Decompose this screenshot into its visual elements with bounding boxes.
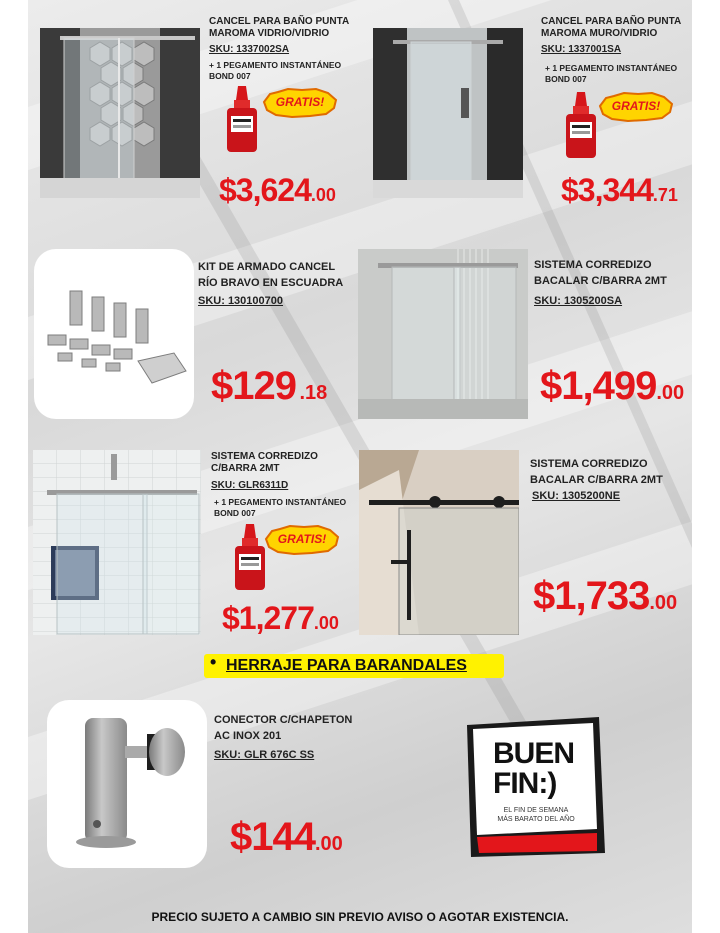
product-sku: SKU: 1305200NE — [532, 490, 621, 502]
product-sku: SKU: 1305200SA — [534, 295, 623, 307]
glue-bottle-icon — [222, 86, 262, 152]
buen-fin-tagline2: MÁS BARATO DEL AÑO — [497, 816, 575, 823]
product-promo: + 1 PEGAMENTO INSTANTÁNEO BOND 007 — [214, 497, 347, 518]
product-price — [561, 172, 678, 209]
price-cents: .00 — [656, 382, 685, 404]
product-title: CANCEL PARA BAÑO PUNTA MAROMA VIDRIO/VIDRIO — [209, 16, 349, 39]
product-price — [533, 574, 677, 619]
gratis-badge — [598, 92, 674, 122]
product-photo-shower-wall-glass — [373, 28, 523, 198]
product-photo-shower-glass-glass — [40, 28, 200, 198]
product-price — [540, 364, 684, 409]
product-photo-connector — [47, 700, 207, 868]
product-promo: + 1 PEGAMENTO INSTANTÁNEO BOND 007 — [545, 63, 678, 84]
price-main: $144 — [230, 815, 315, 859]
buen-fin-line2: FIN:) — [493, 767, 557, 800]
price-main: $3,344 — [561, 172, 653, 208]
buen-fin-tagline1: EL FIN DE SEMANA — [503, 807, 569, 814]
product-sku: SKU: 130100700 — [198, 295, 284, 307]
product-sku: SKU: GLR 676C SS — [214, 749, 315, 761]
price-cents: .00 — [310, 185, 336, 205]
gratis-badge — [264, 525, 340, 555]
section-heading: HERRAJE PARA BARANDALES — [226, 657, 467, 674]
price-cents: .00 — [314, 833, 343, 855]
price-main: $1,499 — [540, 364, 657, 408]
product-sku: SKU: GLR6311D — [211, 480, 289, 491]
price-main: $1,277 — [222, 600, 314, 636]
product-price — [230, 815, 343, 860]
price-cents: .18 — [299, 382, 328, 404]
price-cents: .71 — [652, 185, 678, 205]
bullet-icon: • — [210, 652, 217, 672]
product-price — [222, 600, 339, 637]
product-title: CANCEL PARA BAÑO PUNTA MAROMA MURO/VIDRIO — [541, 16, 681, 39]
product-photo-assembly-kit — [34, 249, 194, 419]
glue-bottle-icon — [561, 92, 601, 158]
gratis-label: GRATIS! — [611, 99, 661, 113]
price-cents: .00 — [313, 613, 339, 633]
product-title: SISTEMA CORREDIZO C/BARRA 2MT — [211, 451, 318, 474]
buen-fin-line1: BUEN — [493, 737, 575, 770]
product-price — [211, 364, 327, 409]
product-photo-sliding-system-bacalar — [358, 249, 528, 419]
product-title: SISTEMA CORREDIZO BACALAR C/BARRA 2MT — [530, 458, 663, 486]
product-title: KIT DE ARMADO CANCEL RÍO BRAVO EN ESCUADRA — [198, 261, 344, 289]
section-heading-banner — [204, 654, 504, 678]
product-title: CONECTOR C/CHAPETON AC INOX 201 — [214, 714, 353, 742]
product-photo-sliding-system-glr — [33, 450, 201, 635]
gratis-badge — [262, 88, 338, 118]
price-main: $1,733 — [533, 574, 650, 618]
price-cents: .00 — [649, 592, 678, 614]
product-price — [219, 172, 336, 209]
price-main: $3,624 — [219, 172, 311, 208]
product-title: SISTEMA CORREDIZO BACALAR C/BARRA 2MT — [534, 259, 667, 287]
product-sku: SKU: 1337002SA — [209, 44, 290, 55]
disclaimer-footer: PRECIO SUJETO A CAMBIO SIN PREVIO AVISO O AGOTAR EXISTENCIA. — [151, 910, 569, 924]
price-main: $129 — [211, 364, 296, 408]
product-photo-sliding-system-bacalar-black — [359, 450, 519, 635]
product-sku: SKU: 1337001SA — [541, 44, 622, 55]
buen-fin-logo — [463, 715, 606, 858]
gratis-label: GRATIS! — [277, 532, 327, 546]
gratis-label: GRATIS! — [275, 95, 325, 109]
product-promo: + 1 PEGAMENTO INSTANTÁNEO BOND 007 — [209, 60, 342, 81]
